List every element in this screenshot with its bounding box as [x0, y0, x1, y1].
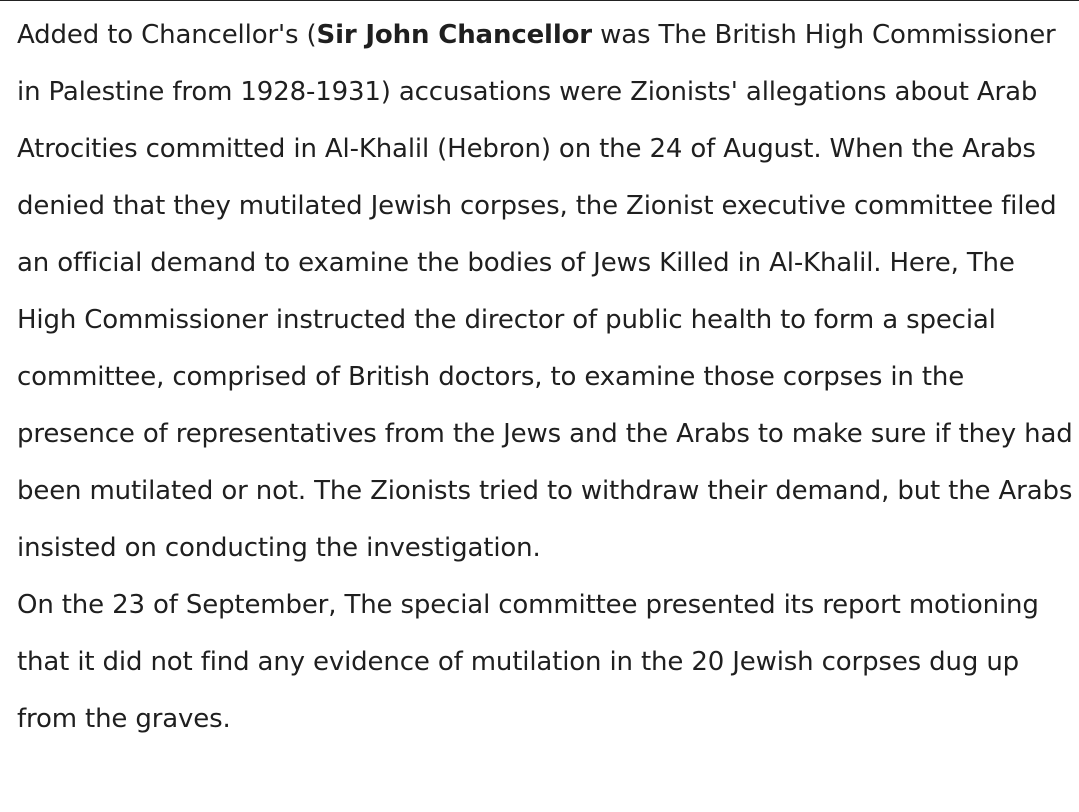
paragraph-text: On the 23 of September, The special committee presented its report motioning that it did not find any evidence of mutilation in the 20 Jewish corpses dug up from the graves.: [17, 590, 1039, 734]
paragraph-committee-report: [17, 577, 1077, 748]
bold-name-sir-john-chancellor: Sir John Chancellor: [316, 20, 592, 50]
paragraph-prefix: Added to Chancellor's (: [17, 20, 317, 50]
paragraph-text: was The British High Commissioner in Palestine from 1928-1931) accusations were Zionists' allegations about Arab Atrocities committed in Al-Khalil (Hebron) on the 24 of August. When the Arabs denied that they mutilated Jewish corpses, the Zionist executive committee filed an official demand to examine the bodies of Jews Killed in Al-Khalil. Here, The High Commissioner instructed the director of public health to form a special committee, comprised of British doctors, to examine those corpses in the presence of representatives from the Jews and the Arabs to make sure if they had been mutilated or not. The Zionists tried to withdraw their demand, but the Arabs insisted on conducting the investigation.: [17, 20, 1073, 563]
top-divider: [0, 0, 1079, 1]
document-body: [17, 7, 1077, 748]
paragraph-chancellor-accusations: [17, 7, 1077, 577]
